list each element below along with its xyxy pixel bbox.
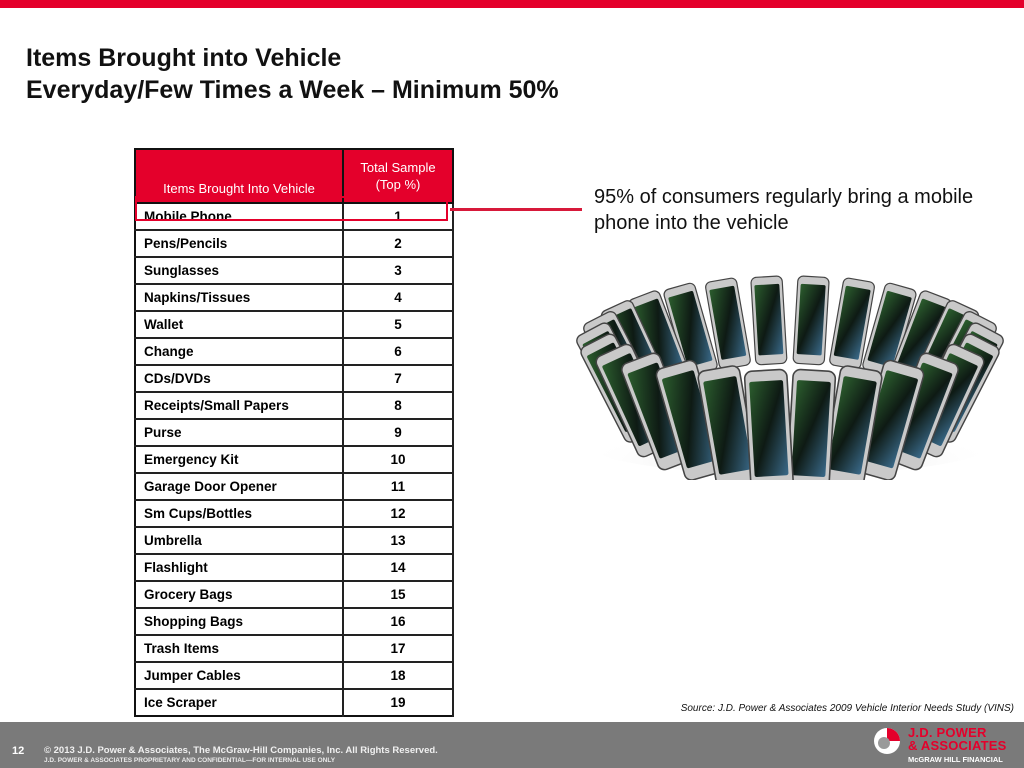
item-cell: Emergency Kit [135,446,343,473]
phones-ring-image [560,270,1020,480]
item-cell: Flashlight [135,554,343,581]
item-cell: Change [135,338,343,365]
table-row [135,581,453,608]
top-accent-bar [0,0,1024,8]
table-header-row [135,149,453,203]
table-row [135,689,453,716]
callout-connector-line [450,208,582,211]
source-note: Source: J.D. Power & Associates 2009 Vehicle Interior Needs Study (VINS) [680,703,1014,714]
header-total-sample-line1: Total Sample [360,160,436,175]
item-cell: Garage Door Opener [135,473,343,500]
table-row [135,473,453,500]
rank-cell: 3 [343,257,453,284]
phone-graphic [744,369,793,480]
rank-cell: 10 [343,446,453,473]
item-cell: Receipts/Small Papers [135,392,343,419]
item-cell: Ice Scraper [135,689,343,716]
rank-cell: 8 [343,392,453,419]
table-row [135,257,453,284]
table-row [135,311,453,338]
logo-line1: J.D. POWER [908,725,987,740]
rank-cell: 9 [343,419,453,446]
table-row [135,554,453,581]
rank-cell: 12 [343,500,453,527]
table-row [135,338,453,365]
rank-cell: 13 [343,527,453,554]
table-row [135,392,453,419]
rank-cell: 1 [343,203,453,230]
rank-cell: 19 [343,689,453,716]
item-cell: Umbrella [135,527,343,554]
table-row [135,662,453,689]
jd-power-logo-icon [873,727,901,755]
rank-cell: 11 [343,473,453,500]
items-table [134,148,454,717]
rank-cell: 16 [343,608,453,635]
rank-cell: 17 [343,635,453,662]
table-body [135,203,453,716]
rank-cell: 14 [343,554,453,581]
table-row [135,527,453,554]
table-row [135,419,453,446]
rank-cell: 18 [343,662,453,689]
header-total-sample [343,149,453,203]
logo-line2: & ASSOCIATES [908,738,1007,753]
item-cell: Sunglasses [135,257,343,284]
table-row [135,635,453,662]
slide-title-line2: Everyday/Few Times a Week – Minimum 50% [26,76,559,104]
confidential-text: J.D. POWER & ASSOCIATES PROPRIETARY AND CONFIDENTIAL—FOR INTERNAL USE ONLY [44,757,336,764]
rank-cell: 2 [343,230,453,257]
phone-graphic [793,276,829,365]
table-row [135,446,453,473]
rank-cell: 5 [343,311,453,338]
item-cell: CDs/DVDs [135,365,343,392]
item-cell: Purse [135,419,343,446]
rank-cell: 6 [343,338,453,365]
item-cell: Shopping Bags [135,608,343,635]
item-cell: Sm Cups/Bottles [135,500,343,527]
slide-title [26,42,559,106]
table-row [135,230,453,257]
logo-wordmark [908,726,1006,752]
header-total-sample-line2: (Top %) [375,177,421,192]
table-row [135,284,453,311]
mobile-phone-highlight [135,196,448,221]
page-number: 12 [12,745,25,757]
logo-subtitle: McGRAW HILL FINANCIAL [908,755,1003,764]
phone-graphic [751,276,787,365]
slide-title-line1: Items Brought into Vehicle [26,44,342,72]
item-cell: Trash Items [135,635,343,662]
item-cell: Pens/Pencils [135,230,343,257]
rank-cell: 15 [343,581,453,608]
item-cell: Napkins/Tissues [135,284,343,311]
table-row [135,365,453,392]
item-cell: Grocery Bags [135,581,343,608]
callout-text: 95% of consumers regularly bring a mobile phone into the vehicle [594,186,974,234]
copyright-text: © 2013 J.D. Power & Associates, The McGraw-Hill Companies, Inc. All Rights Reserved. [44,745,438,756]
table-row [135,500,453,527]
item-cell: Wallet [135,311,343,338]
item-cell: Jumper Cables [135,662,343,689]
phone-graphic [786,369,835,480]
table-row [135,608,453,635]
header-items: Items Brought Into Vehicle [135,149,343,203]
item-cell: Mobile Phone [135,203,343,230]
rank-cell: 4 [343,284,453,311]
rank-cell: 7 [343,365,453,392]
